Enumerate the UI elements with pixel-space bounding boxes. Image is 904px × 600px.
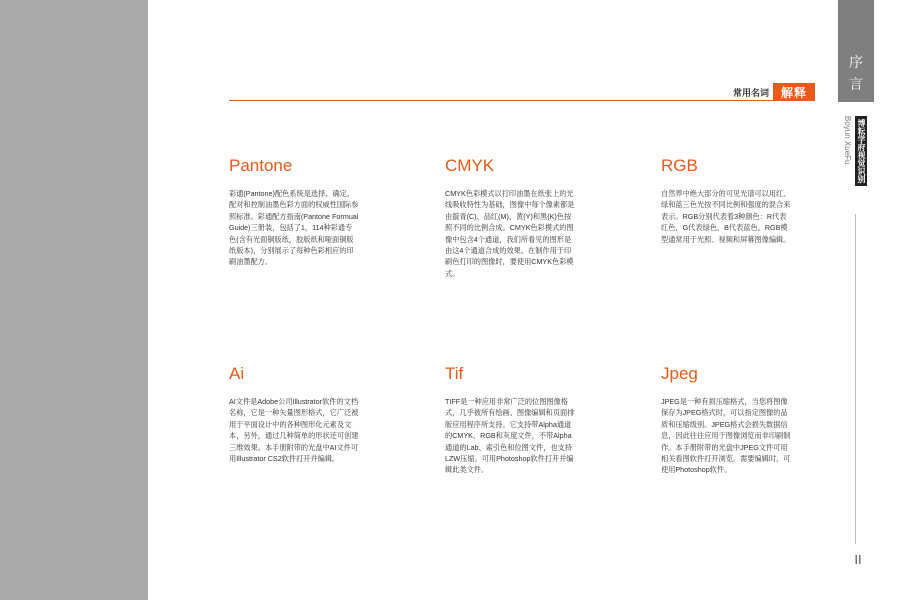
section-body: TIFF是一种应用非常广泛的位图图像格式，几乎被所有绘画、图像编辑和页面排版应用程序所支持。它支持带Alpha通道的CMYK、RGB和灰度文件，不带Alpha通道的Lab、索引色和位图文件，也支持LZW压缩。可用Photoshop软件打开并编辑此类文件。 bbox=[445, 397, 575, 475]
section-body: JPEG是一种有损压缩格式，当您将图像保存为JPEG格式时，可以指定图像的品质和压缩级别。JPEG格式会损失数据信息，因此往往应用于图像浏览而非印刷制作。本手册附带的光盘中JPEG文件可用相关看图软件打开浏览。需要编辑时，可使用Photoshop软件。 bbox=[661, 397, 791, 475]
section-tif bbox=[445, 364, 575, 476]
right-divider bbox=[855, 214, 856, 544]
header-divider bbox=[229, 100, 815, 101]
section-title: RGB bbox=[661, 156, 698, 175]
vertical-chinese-label: 博耘学府视觉识别 bbox=[855, 116, 867, 186]
page-number: II bbox=[854, 552, 862, 567]
left-gray-bar bbox=[0, 0, 148, 600]
section-body: 彩通(Pantone)配色系统是选择、确定、配对和控制油墨色彩方面的权威性国际参照标准。彩通配方指南(Pantone Formual Guide)三册装，包括了1，114种彩通专色(含有光面铜版纸，胶版纸和哑面铜版纸版本)，分别展示了每种色彩相应的印刷油墨配方。 bbox=[229, 189, 359, 267]
section-title: Jpeg bbox=[661, 364, 698, 383]
section-title: Ai bbox=[229, 364, 245, 383]
section-ai bbox=[229, 364, 359, 464]
section-title: CMYK bbox=[445, 156, 495, 175]
chapter-tab-title: 序 言 bbox=[849, 55, 863, 93]
section-jpeg bbox=[661, 364, 791, 476]
section-pantone bbox=[229, 156, 359, 268]
vertical-english-label: Boyun XueFu bbox=[843, 116, 852, 165]
section-body: CMYK色彩模式以打印油墨在纸张上的光线吸收特性为基础，图像中每个像素都是由靛青(C)、品红(M)、黄(Y)和黑(K)色按照不同的比例合成。CMYK色彩模式的图像中包含4个通道，我们所看见的图形是由这4个通道合成的效果。在制作用于印刷色打印的图像时，要使用CMYK色彩模式。 bbox=[445, 189, 575, 278]
section-title: Tif bbox=[445, 364, 464, 383]
section-body: 自然界中绝大部分的可见光谱可以用红、绿和蓝三色光按不同比例和强度的混合来表示。RGB分别代表着3种颜色：R代表红色，G代表绿色、B代表蓝色。RGB模型通常用于光照、视频和屏幕图像编辑。 bbox=[661, 189, 791, 244]
header-badge: 解释 bbox=[773, 83, 815, 101]
section-rgb bbox=[661, 156, 791, 245]
section-cmyk bbox=[445, 156, 575, 279]
section-title: Pantone bbox=[229, 156, 293, 175]
header-label: 常用名词 bbox=[732, 88, 769, 98]
section-body: AI文件是Adobe公司Illustrator软件的文档名称，它是一种矢量图形格式，它广泛被用于平面设计中的各种图形化元素及文本，另外，通过几种简单的形状还可创建三维效果。本手册附带的光盘中AI文件可用Illustrator CS2软件打开并编辑。 bbox=[229, 397, 359, 464]
